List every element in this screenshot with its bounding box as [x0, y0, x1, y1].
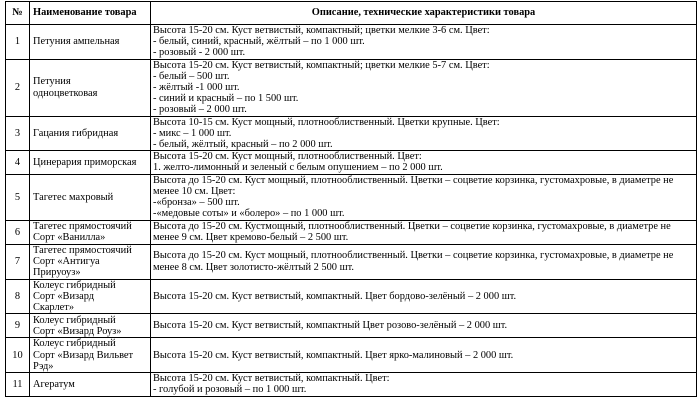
description-line: Высота 15-20 см. Куст ветвистый, компактный. Цвет ярко-малиновый – 2 000 шт. [153, 349, 514, 361]
description-line: менее 10 см. Цвет: [153, 185, 236, 197]
description-line: Высота 15-20 см. Куст ветвистый, компактный; цветки мелкие 5-7 см. Цвет: [153, 59, 490, 71]
description-line: - белый, синий, красный, жёлтый – по 1 000 шт. [153, 36, 365, 48]
description-line: Высота 15-20 см. Куст ветвистый, компактный Цвет розово-зелёный – 2 000 шт. [153, 320, 508, 332]
description-line: Высота до 15-20 см. Куст мощный, плотнооблиственный. Цветки – соцветие корзинка, густомахровые, в диаметре не [153, 174, 674, 186]
header-number: № [6, 2, 30, 25]
row-number: 11 [6, 373, 30, 396]
product-name-line: Прируоуз» [33, 267, 81, 279]
table-row [6, 314, 697, 338]
table-row [6, 373, 697, 396]
table-row [6, 25, 697, 60]
product-name-cell [30, 151, 151, 174]
product-name-line: Скарлет» [33, 302, 75, 314]
description-line: менее 8 см. Цвет золотисто-жёлтый 2 500 шт. [153, 261, 354, 273]
description-line: - розовый – 2 000 шт. [153, 104, 247, 116]
product-name-line: Гацания гибридная [33, 127, 119, 139]
product-name-line: Сорт «Антигуа [33, 256, 100, 268]
description-cell [151, 220, 697, 244]
table-row [6, 244, 697, 279]
description-line: - розовый - 2 000 шт. [153, 47, 246, 59]
description-line: Высота 15-20 см. Куст ветвистый, компактный. Цвет: [153, 373, 390, 385]
row-number: 3 [6, 116, 30, 151]
product-name-cell [30, 116, 151, 151]
product-name-line: Тагетес прямостоячий [33, 244, 132, 256]
product-name-line: Сорт «Ванилла» [33, 232, 106, 244]
header-product-name: Наименование товара [30, 2, 151, 25]
product-name-cell [30, 314, 151, 338]
description-line: 1. желто-лимонный и зеленый с белым опушением – по 2 000 шт. [153, 162, 443, 174]
row-number: 7 [6, 244, 30, 279]
product-name-line: Колеус гибридный [33, 314, 116, 326]
description-cell [151, 25, 697, 60]
table-row [6, 174, 697, 220]
description-cell [151, 373, 697, 396]
description-line: - голубой и розовый – по 1 000 шт. [153, 384, 307, 396]
description-line: - белый, жёлтый, красный – по 2 000 шт. [153, 139, 333, 151]
header-description: Описание, технические характеристики товара [151, 2, 697, 25]
table-row [6, 151, 697, 174]
description-line: -«бронза» – 500 шт. [153, 197, 240, 209]
product-name-line: Рэд» [33, 360, 54, 372]
row-number: 1 [6, 25, 30, 60]
product-name-cell [30, 279, 151, 314]
product-name-line: одноцветковая [33, 87, 98, 99]
row-number: 2 [6, 59, 30, 116]
description-line: - жёлтый -1 000 шт. [153, 82, 240, 94]
product-name-cell [30, 174, 151, 220]
product-table [5, 1, 697, 397]
row-number: 10 [6, 338, 30, 373]
product-name-cell [30, 244, 151, 279]
table-row [6, 116, 697, 151]
description-line: - белый – 500 шт. [153, 70, 230, 82]
product-name-line: Сорт «Визард Роуз» [33, 325, 122, 337]
description-line: Высота до 15-20 см. Куст мощный, плотнооблиственный. Цветки – соцветие корзинка, густомахровые, в диаметре не [153, 250, 674, 262]
product-name-line: Тагетес прямостоячий [33, 220, 132, 232]
description-line: Высота 15-20 см. Куст ветвистый, компактный; цветки мелкие 3-6 см. Цвет: [153, 25, 490, 36]
product-table-container [5, 1, 696, 397]
product-name-cell [30, 338, 151, 373]
description-line: Высота 15-20 см. Куст мощный, плотнооблиственный. Цвет: [153, 151, 422, 163]
description-cell [151, 59, 697, 116]
table-row [6, 279, 697, 314]
description-line: - микс – 1 000 шт. [153, 127, 232, 139]
description-cell [151, 116, 697, 151]
description-cell [151, 151, 697, 174]
product-name-line: Петуния [33, 76, 71, 88]
description-line: Высота 15-20 см. Куст ветвистый, компактный. Цвет бордово-зелёный – 2 000 шт. [153, 290, 517, 302]
table-row [6, 59, 697, 116]
description-line: - синий и красный – по 1 500 шт. [153, 93, 299, 105]
table-row [6, 338, 697, 373]
description-cell [151, 174, 697, 220]
product-name-cell [30, 25, 151, 60]
product-name-line: Петуния ампельная [33, 36, 120, 48]
row-number: 6 [6, 220, 30, 244]
row-number: 9 [6, 314, 30, 338]
product-name-cell [30, 220, 151, 244]
table-row [6, 220, 697, 244]
table-header-row [6, 2, 697, 25]
product-name-line: Сорт «Визард Вильвет [33, 349, 134, 361]
product-name-line: Агератум [33, 378, 75, 390]
row-number: 8 [6, 279, 30, 314]
description-line: -«медовые соты» и «болеро» – по 1 000 шт. [153, 208, 345, 220]
product-name-line: Сорт «Визард [33, 290, 95, 302]
product-name-cell [30, 59, 151, 116]
description-cell [151, 314, 697, 338]
description-line: менее 9 см. Цвет кремово-белый – 2 500 шт. [153, 232, 349, 244]
product-name-line: Колеус гибридный [33, 279, 116, 291]
description-cell [151, 244, 697, 279]
description-line: Высота до 15-20 см. Кустмощный, плотнооблиственный. Цветки – соцветие корзинка, густомахровые, в диаметре не [153, 220, 671, 232]
row-number: 4 [6, 151, 30, 174]
product-name-cell [30, 373, 151, 396]
row-number: 5 [6, 174, 30, 220]
product-name-line: Тагетес махровый [33, 191, 114, 203]
description-cell [151, 338, 697, 373]
product-name-line: Колеус гибридный [33, 338, 116, 350]
description-cell [151, 279, 697, 314]
product-name-line: Цинерария приморская [33, 156, 137, 168]
description-line: Высота 10-15 см. Куст мощный, плотнооблиственный. Цветки крупные. Цвет: [153, 116, 500, 128]
